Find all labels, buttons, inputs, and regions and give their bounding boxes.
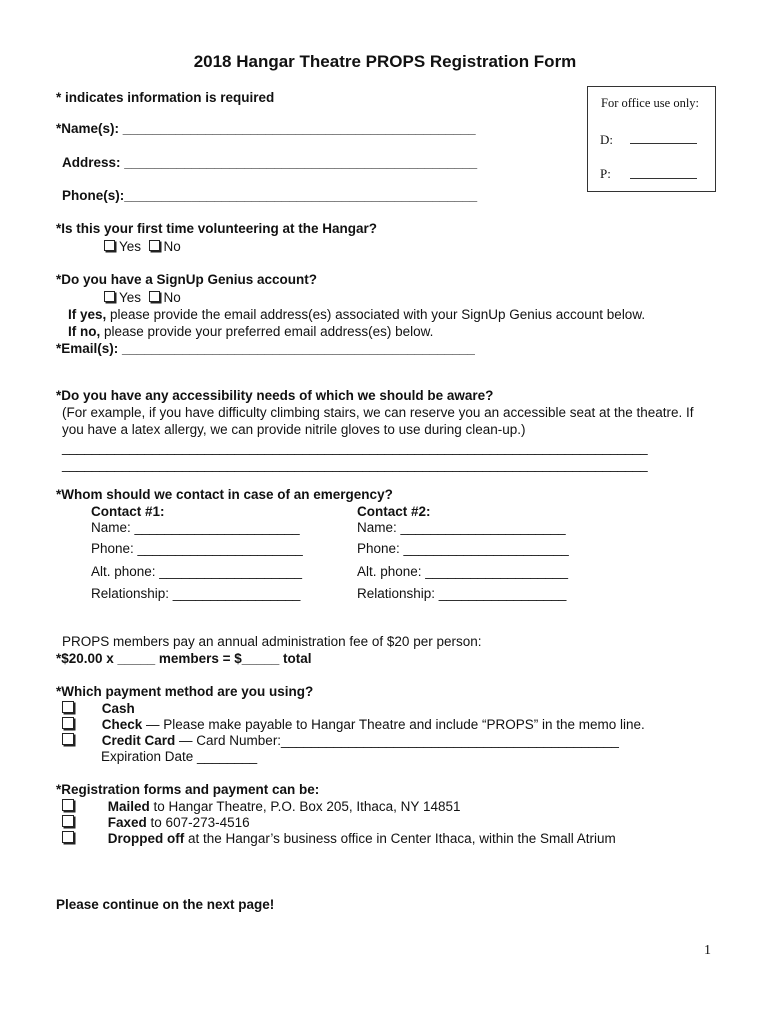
submission-dropped-label: Dropped off <box>107 831 185 846</box>
signup-yes-checkbox[interactable] <box>104 291 115 302</box>
payment-cash-checkbox[interactable] <box>62 701 74 713</box>
submission-heading: *Registration forms and payment can be: <box>56 782 320 797</box>
submission-faxed-label: Faxed <box>107 815 147 830</box>
email-field[interactable]: *Email(s): _______________________________________________ <box>56 341 475 356</box>
office-d-label: D: <box>600 132 613 147</box>
signup-if-yes <box>68 307 645 322</box>
accessibility-answer-line-2[interactable]: ______________________________________________________________________________ <box>62 457 648 472</box>
submission-dropped-row <box>62 831 616 846</box>
submission-faxed-text: to 607-273-4516 <box>146 815 250 830</box>
continue-note: Please continue on the next page! <box>56 897 275 912</box>
contact2-heading: Contact #2: <box>357 504 431 519</box>
first-time-no-label: No <box>163 239 181 254</box>
payment-credit-checkbox[interactable] <box>62 733 74 745</box>
contact1-name-field[interactable]: Name: ______________________ <box>91 520 300 535</box>
if-yes-label: If yes, <box>68 307 107 322</box>
fee-note: PROPS members pay an annual administration fee of $20 per person: <box>62 634 482 649</box>
phone-field[interactable]: Phone(s):_______________________________________________ <box>62 188 478 203</box>
fee-calculation[interactable]: *$20.00 x _____ members = $_____ total <box>56 651 312 666</box>
submission-mailed-text: to Hangar Theatre, P.O. Box 205, Ithaca, NY 14851 <box>149 799 461 814</box>
signup-options <box>104 290 181 305</box>
expiration-date-field[interactable]: Expiration Date ________ <box>101 749 258 764</box>
submission-dropped-text: at the Hangar’s business office in Center Ithaca, within the Small Atrium <box>184 831 616 846</box>
submission-faxed-row <box>62 815 250 830</box>
signup-yes-label: Yes <box>119 290 142 305</box>
submission-mailed-row <box>62 799 461 814</box>
if-no-text: please provide your preferred email address(es) below. <box>100 324 434 339</box>
contact2-relationship-field[interactable]: Relationship: _________________ <box>357 586 567 601</box>
contact2-phone-field[interactable]: Phone: ______________________ <box>357 541 569 556</box>
office-d-line <box>630 143 697 144</box>
payment-credit-text[interactable]: — Card Number:_____________________________________________ <box>175 733 619 748</box>
submission-dropped-checkbox[interactable] <box>62 831 74 843</box>
payment-check-checkbox[interactable] <box>62 717 74 729</box>
first-time-yes-label: Yes <box>119 239 142 254</box>
payment-credit-row <box>62 733 619 748</box>
payment-check-label: Check <box>101 717 143 732</box>
payment-check-row <box>62 717 645 732</box>
payment-check-text: — Please make payable to Hangar Theatre and include “PROPS” in the memo line. <box>142 717 645 732</box>
office-p-line <box>630 178 697 179</box>
if-yes-text: please provide the email address(es) associated with your SignUp Genius account below. <box>106 307 646 322</box>
first-time-yes-checkbox[interactable] <box>104 240 115 251</box>
names-field[interactable]: *Name(s): _______________________________________________ <box>56 121 476 136</box>
signup-no-label: No <box>163 290 181 305</box>
first-time-question: *Is this your first time volunteering at the Hangar? <box>56 221 378 236</box>
signup-question: *Do you have a SignUp Genius account? <box>56 272 318 287</box>
page-title: 2018 Hangar Theatre PROPS Registration Form <box>193 52 577 71</box>
office-use-box <box>587 86 716 192</box>
payment-cash-row <box>62 701 135 716</box>
if-no-label: If no, <box>68 324 101 339</box>
submission-mailed-checkbox[interactable] <box>62 799 74 811</box>
emergency-question: *Whom should we contact in case of an emergency? <box>56 487 393 502</box>
accessibility-example-1: (For example, if you have difficulty climbing stairs, we can reserve you an accessible seat at the theatre. If <box>62 405 694 420</box>
contact1-relationship-field[interactable]: Relationship: _________________ <box>91 586 301 601</box>
contact2-alt-phone-field[interactable]: Alt. phone: ___________________ <box>357 564 568 579</box>
accessibility-question: *Do you have any accessibility needs of which we should be aware? <box>56 388 494 403</box>
payment-cash-label: Cash <box>101 701 135 716</box>
office-p-label: P: <box>600 166 611 181</box>
contact1-alt-phone-field[interactable]: Alt. phone: ___________________ <box>91 564 302 579</box>
submission-faxed-checkbox[interactable] <box>62 815 74 827</box>
required-note: * indicates information is required <box>56 90 275 105</box>
accessibility-answer-line-1[interactable]: ______________________________________________________________________________ <box>62 440 648 455</box>
signup-if-no <box>68 324 433 339</box>
payment-credit-label: Credit Card <box>101 733 176 748</box>
signup-no-checkbox[interactable] <box>149 291 160 302</box>
office-use-title: For office use only: <box>601 96 700 110</box>
submission-mailed-label: Mailed <box>107 799 150 814</box>
address-field[interactable]: Address: _______________________________________________ <box>62 155 478 170</box>
contact1-heading: Contact #1: <box>91 504 165 519</box>
contact2-name-field[interactable]: Name: ______________________ <box>357 520 566 535</box>
payment-question: *Which payment method are you using? <box>56 684 314 699</box>
contact1-phone-field[interactable]: Phone: ______________________ <box>91 541 303 556</box>
first-time-options <box>104 239 181 254</box>
first-time-no-checkbox[interactable] <box>149 240 160 251</box>
page-number: 1 <box>704 943 711 958</box>
accessibility-example-2: you have a latex allergy, we can provide nitrile gloves to use during clean-up.) <box>62 422 526 437</box>
